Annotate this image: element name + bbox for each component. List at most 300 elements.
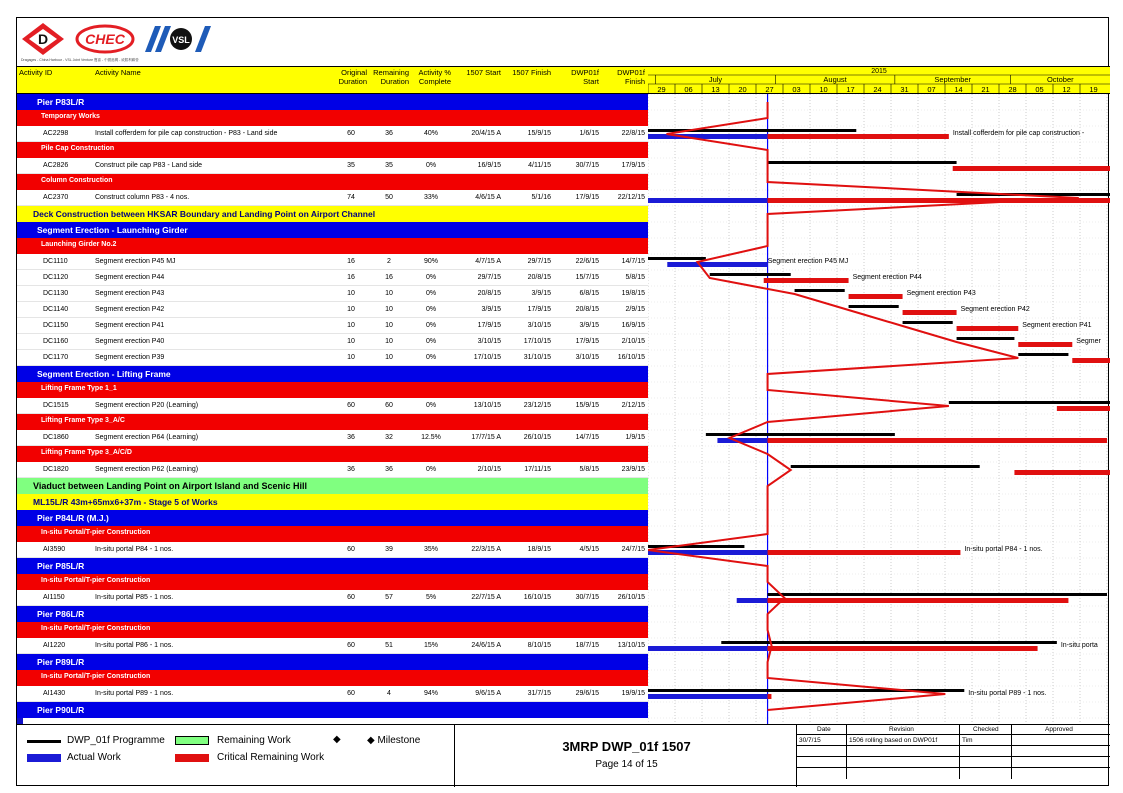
- legend-baseline-label: DWP_01f Programme: [67, 735, 165, 746]
- activity-name: Segment erection P41: [95, 322, 165, 329]
- activity-id: AI1150: [43, 594, 65, 601]
- activity-row[interactable]: [17, 542, 648, 558]
- wbs-band-red[interactable]: [17, 382, 648, 398]
- activity-row[interactable]: [17, 638, 648, 654]
- wbs-label: Pier P90L/R: [37, 705, 85, 715]
- dwp-start-date: 17/9/15: [575, 338, 599, 345]
- rev-entry-revision: 1506 rolling based on DWP01f: [849, 737, 938, 744]
- activity-name: In-situ portal P89 - 1 nos.: [95, 690, 174, 697]
- wbs-label: Pier P84L/R (M.J.): [37, 513, 109, 523]
- timescale-week: 27: [765, 85, 774, 94]
- critical-remaining-bar[interactable]: [903, 310, 957, 315]
- timescale-week: 05: [1035, 85, 1044, 94]
- start-date: 22/3/15 A: [471, 546, 501, 553]
- wbs-label: ML15L/R 43m+65mx6+37m - Stage 5 of Works: [33, 497, 218, 507]
- document-title: 3MRP DWP_01f 1507: [562, 739, 691, 754]
- activity-id: DC1860: [43, 434, 69, 441]
- start-date: 13/10/15: [473, 402, 501, 409]
- activity-percent: 0%: [425, 274, 437, 281]
- start-date: 4/7/15 A: [475, 258, 501, 265]
- finish-date: 3/10/15: [527, 322, 551, 329]
- remaining-duration: 16: [385, 274, 393, 281]
- activity-name: Segment erection P64 (Learning): [95, 434, 199, 441]
- legend-critical-swatch: [175, 754, 209, 762]
- finish-date: 17/10/15: [523, 338, 551, 345]
- baseline-bar[interactable]: [710, 273, 791, 276]
- activity-name: Segment erection P40: [95, 338, 165, 345]
- actual-bar[interactable]: [717, 438, 767, 443]
- activity-name: In-situ portal P86 - 1 nos.: [95, 642, 174, 649]
- activity-row[interactable]: [17, 286, 648, 302]
- finish-date: 3/9/15: [531, 290, 551, 297]
- col-remaining-duration[interactable]: Remaining Duration: [373, 68, 409, 86]
- activity-row[interactable]: [17, 350, 648, 366]
- wbs-band-red[interactable]: [17, 174, 648, 190]
- title-block: [454, 724, 797, 787]
- activity-id: AI1430: [43, 690, 66, 697]
- activity-row[interactable]: [17, 590, 648, 606]
- activity-row[interactable]: [17, 302, 648, 318]
- actual-bar[interactable]: [648, 198, 768, 203]
- original-duration: 74: [347, 194, 355, 201]
- schedule-sheet: [16, 17, 1109, 786]
- baseline-bar[interactable]: [648, 257, 706, 260]
- dwp-finish-date: 14/7/15: [621, 258, 645, 265]
- remaining-duration: 57: [385, 594, 393, 601]
- wbs-label: Pier P86L/R: [37, 609, 85, 619]
- original-duration: 16: [347, 274, 355, 281]
- activity-row[interactable]: [17, 398, 648, 414]
- activity-name: Segment erection P43: [95, 290, 165, 297]
- bar-label: Segment erection P41: [1022, 322, 1092, 329]
- activity-id: AC2298: [43, 130, 69, 137]
- original-duration: 60: [347, 594, 355, 601]
- activity-percent: 0%: [425, 162, 437, 169]
- svg-text:D: D: [37, 31, 49, 47]
- bar-label: Segment erection P42: [960, 306, 1030, 313]
- timescale-week: 12: [1062, 85, 1071, 94]
- activity-id: DC1110: [43, 258, 68, 265]
- bar-label: Segment erection P43: [906, 290, 976, 297]
- activity-name: Segment erection P39: [95, 354, 165, 361]
- activity-percent: 0%: [425, 322, 437, 329]
- wbs-band-red[interactable]: [17, 526, 648, 542]
- dwp-start-date: 4/5/15: [579, 546, 599, 553]
- critical-remaining-bar[interactable]: [768, 134, 949, 139]
- dwp-start-date: 3/9/15: [579, 322, 599, 329]
- bar-label: In-situ portal P89 - 1 nos.: [968, 690, 1047, 697]
- wbs-band-red[interactable]: [17, 574, 648, 590]
- bar-label: In-situ portal P84 - 1 nos.: [964, 546, 1043, 553]
- activity-row[interactable]: [17, 334, 648, 350]
- critical-remaining-bar[interactable]: [957, 326, 1019, 331]
- wbs-band-red[interactable]: [17, 622, 648, 638]
- activity-percent: 12.5%: [421, 434, 441, 441]
- original-duration: 10: [347, 306, 355, 313]
- dwp-finish-date: 1/9/15: [625, 434, 645, 441]
- wbs-band-red[interactable]: [17, 670, 648, 686]
- rev-entry-checked: Tim: [962, 737, 973, 744]
- activity-id: DC1130: [43, 290, 69, 297]
- activity-id: DC1170: [43, 354, 69, 361]
- rev-header-date: Date: [817, 726, 831, 733]
- activity-percent: 5%: [425, 594, 437, 601]
- wbs-band-red[interactable]: [17, 110, 648, 126]
- dwp-start-date: 15/9/15: [575, 402, 599, 409]
- dwp-finish-date: 13/10/15: [617, 642, 645, 649]
- activity-percent: 35%: [423, 546, 438, 553]
- timescale-week: 21: [981, 85, 990, 94]
- activity-row[interactable]: [17, 462, 648, 478]
- activity-table: [17, 94, 648, 724]
- finish-date: 4/11/15: [528, 162, 551, 169]
- col-1507-finish[interactable]: 1507 Finish: [512, 68, 551, 77]
- wbs-label: In-situ Portal/T-pier Construction: [41, 673, 151, 680]
- legend-critical-label: Critical Remaining Work: [217, 752, 325, 763]
- finish-date: 23/12/15: [523, 402, 551, 409]
- col-activity-name[interactable]: Activity Name: [95, 68, 141, 77]
- dwp-start-date: 3/10/15: [575, 354, 599, 361]
- dwp-finish-date: 19/9/15: [621, 690, 645, 697]
- activity-percent: 0%: [425, 338, 437, 345]
- rev-header-checked: Checked: [973, 726, 999, 733]
- remaining-duration: 10: [385, 306, 393, 313]
- col-activity-complete[interactable]: Activity % Complete: [418, 68, 451, 86]
- original-duration: 36: [347, 466, 355, 473]
- col-original-duration[interactable]: Original Duration: [338, 68, 367, 86]
- wbs-band-green[interactable]: [17, 478, 648, 494]
- dwp-start-date: 29/6/15: [575, 690, 599, 697]
- timescale-week: 03: [792, 85, 801, 94]
- timescale-week: 19: [1089, 85, 1098, 94]
- activity-row[interactable]: [17, 254, 648, 270]
- critical-remaining-bar[interactable]: [768, 598, 1069, 603]
- dwp-finish-date: 22/8/15: [621, 130, 645, 137]
- baseline-bar[interactable]: [768, 161, 957, 164]
- timescale-year: 2015: [871, 68, 887, 75]
- remaining-duration: 60: [385, 402, 393, 409]
- original-duration: 60: [347, 546, 355, 553]
- original-duration: 10: [347, 338, 355, 345]
- dwp-start-date: 20/8/15: [575, 306, 599, 313]
- finish-date: 26/10/15: [523, 434, 551, 441]
- critical-remaining-bar[interactable]: [953, 166, 1110, 171]
- wbs-label: Temporary Works: [41, 113, 100, 120]
- finish-date: 5/1/16: [531, 194, 551, 201]
- column-header-row: [17, 66, 1110, 94]
- start-date: 29/7/15: [477, 274, 501, 281]
- timescale-week: 10: [819, 85, 828, 94]
- activity-id: DC1820: [43, 466, 69, 473]
- timescale-week: 24: [873, 85, 882, 94]
- col-dwp-start[interactable]: DWP01f Start: [571, 68, 599, 86]
- critical-remaining-bar[interactable]: [768, 438, 1107, 443]
- dwp-finish-date: 17/9/15: [621, 162, 645, 169]
- finish-date: 15/9/15: [527, 130, 551, 137]
- bar-label: Segment erection P45 MJ: [767, 258, 849, 265]
- activity-id: DC1140: [43, 306, 69, 313]
- wbs-label: Deck Construction between HKSAR Boundary and Landing Point on Airport Channel: [33, 209, 376, 219]
- svg-text:CHEC: CHEC: [85, 31, 125, 47]
- critical-remaining-bar[interactable]: [1018, 342, 1072, 347]
- col-dwp-finish[interactable]: DWP01f Finish: [617, 68, 645, 86]
- timescale-week: 28: [1008, 85, 1017, 94]
- activity-id: AC2370: [43, 194, 69, 201]
- dwp-start-date: 6/8/15: [579, 290, 599, 297]
- critical-remaining-bar[interactable]: [1014, 470, 1110, 475]
- activity-percent: 0%: [425, 306, 437, 313]
- critical-remaining-bar[interactable]: [768, 694, 772, 699]
- remaining-duration: 10: [385, 354, 393, 361]
- remaining-duration: 36: [385, 130, 393, 137]
- remaining-duration: 10: [385, 322, 393, 329]
- legend-remaining-label: Remaining Work: [217, 735, 291, 746]
- start-date: 17/9/15: [477, 322, 501, 329]
- wbs-band-yellow[interactable]: [17, 206, 648, 222]
- activity-id: DC1515: [43, 402, 69, 409]
- gantt-canvas: [648, 94, 1110, 724]
- activity-percent: 90%: [423, 258, 438, 265]
- start-date: 2/10/15: [477, 466, 501, 473]
- logo-caption: Dragages - China Harbour - VSL Joint Venture 寶嘉 - 中國港灣 - 威勝利聯營: [21, 58, 139, 62]
- gantt-chart: [648, 94, 1110, 724]
- remaining-duration: 50: [385, 194, 393, 201]
- wbs-label: Lifting Frame Type 3_A/C: [41, 417, 125, 424]
- original-duration: 16: [347, 258, 355, 265]
- activity-name: Install cofferdem for pile cap construction - P83 - Land side: [95, 130, 278, 137]
- activity-row[interactable]: [17, 126, 648, 142]
- dwp-finish-date: 2/9/15: [625, 306, 645, 313]
- dwp-finish-date: 24/7/15: [621, 546, 645, 553]
- activity-percent: 15%: [423, 642, 438, 649]
- wbs-label: In-situ Portal/T-pier Construction: [41, 529, 151, 536]
- critical-remaining-bar[interactable]: [768, 550, 961, 555]
- critical-remaining-bar[interactable]: [768, 646, 1038, 651]
- actual-bar[interactable]: [648, 694, 768, 699]
- start-date: 20/8/15: [477, 290, 501, 297]
- baseline-bar[interactable]: [849, 305, 899, 308]
- wbs-label: Pier P89L/R: [37, 657, 85, 667]
- actual-bar[interactable]: [667, 262, 767, 267]
- wbs-label: Viaduct between Landing Point on Airport Island and Scenic Hill: [33, 481, 308, 491]
- finish-date: 20/8/15: [527, 274, 551, 281]
- start-date: 4/6/15 A: [475, 194, 501, 201]
- svg-text:VSL: VSL: [172, 35, 190, 45]
- start-date: 16/9/15: [477, 162, 501, 169]
- baseline-bar[interactable]: [795, 289, 845, 292]
- finish-date: 18/9/15: [527, 546, 551, 553]
- activity-name: Construct pile cap P83 - Land side: [95, 162, 203, 169]
- activity-row[interactable]: [17, 190, 648, 206]
- legend-actual-swatch: [27, 754, 61, 762]
- timescale-week: 13: [711, 85, 720, 94]
- timescale-month: August: [823, 75, 847, 84]
- remaining-duration: 4: [387, 690, 391, 697]
- wbs-band-red[interactable]: [17, 238, 648, 254]
- original-duration: 60: [347, 690, 355, 697]
- activity-id: AI1220: [43, 642, 66, 649]
- wbs-label: Pile Cap Construction: [41, 145, 115, 152]
- critical-remaining-bar[interactable]: [1072, 358, 1110, 363]
- activity-row[interactable]: [17, 270, 648, 286]
- start-date: 17/10/15: [473, 354, 501, 361]
- start-date: 3/9/15: [481, 306, 501, 313]
- wbs-band-red[interactable]: [17, 446, 648, 462]
- bar-label: In-situ porta: [1060, 642, 1098, 649]
- finish-date: 8/10/15: [527, 642, 551, 649]
- dwp-start-date: 1/6/15: [579, 130, 599, 137]
- wbs-label: In-situ Portal/T-pier Construction: [41, 625, 151, 632]
- wbs-label: Segment Erection - Launching Girder: [37, 225, 188, 235]
- original-duration: 10: [347, 290, 355, 297]
- wbs-band-blue[interactable]: [17, 558, 648, 574]
- col-activity-id[interactable]: Activity ID: [19, 68, 53, 77]
- wbs-band-blue[interactable]: [17, 702, 648, 718]
- wbs-band-blue[interactable]: [17, 222, 648, 238]
- original-duration: 60: [347, 130, 355, 137]
- activity-percent: 33%: [423, 194, 438, 201]
- wbs-label: Pier P83L/R: [37, 97, 85, 107]
- timescale-month: October: [1046, 75, 1074, 84]
- wbs-label: In-situ Portal/T-pier Construction: [41, 577, 151, 584]
- critical-remaining-bar[interactable]: [764, 278, 849, 283]
- activity-row[interactable]: [17, 318, 648, 334]
- timescale-week: 07: [927, 85, 936, 94]
- baseline-bar[interactable]: [903, 321, 953, 324]
- wbs-band-blue[interactable]: [17, 510, 648, 526]
- actual-bar[interactable]: [648, 134, 768, 139]
- chec-logo: [75, 22, 135, 56]
- start-date: 17/7/15 A: [471, 434, 501, 441]
- start-date: 20/4/15 A: [471, 130, 501, 137]
- activity-percent: 0%: [425, 290, 437, 297]
- original-duration: 10: [347, 354, 355, 361]
- critical-remaining-bar[interactable]: [1057, 406, 1110, 411]
- legend-baseline-swatch: [27, 740, 61, 743]
- rev-entry-date: 30/7/15: [799, 737, 821, 744]
- dwp-start-date: 17/9/15: [575, 194, 599, 201]
- remaining-duration: 35: [385, 162, 393, 169]
- dwp-finish-date: 16/9/15: [621, 322, 645, 329]
- actual-bar[interactable]: [737, 598, 768, 603]
- timescale-month: July: [708, 75, 723, 84]
- dwp-finish-date: 23/9/15: [621, 466, 645, 473]
- baseline-bar[interactable]: [957, 337, 1015, 340]
- activity-row[interactable]: [17, 686, 648, 702]
- activity-name: Segment erection P62 (Learning): [95, 466, 199, 473]
- timescale-week: 14: [954, 85, 963, 94]
- wbs-band-blue[interactable]: [17, 606, 648, 622]
- bar-label: Segment erection P44: [852, 274, 922, 281]
- wbs-band-blue[interactable]: [17, 94, 648, 110]
- start-date: 22/7/15 A: [471, 594, 501, 601]
- finish-date: 16/10/15: [523, 594, 551, 601]
- baseline-bar[interactable]: [1018, 353, 1068, 356]
- wbs-band-red[interactable]: [17, 142, 648, 158]
- page-number: Page 14 of 15: [595, 759, 658, 770]
- bar-label: Segmer: [1076, 338, 1101, 345]
- finish-date: 29/7/15: [527, 258, 551, 265]
- activity-name: Segment erection P42: [95, 306, 165, 313]
- wbs-label: Lifting Frame Type 3_A/C/D: [41, 449, 132, 456]
- activity-percent: 0%: [425, 354, 437, 361]
- timescale-week: 29: [657, 85, 666, 94]
- wbs-band-yellow[interactable]: [17, 494, 648, 510]
- col-1507-start[interactable]: 1507 Start: [466, 68, 501, 77]
- dwp-finish-date: 5/8/15: [625, 274, 645, 281]
- timescale-month: September: [934, 75, 972, 84]
- remaining-duration: 36: [385, 466, 393, 473]
- legend-milestone-label: ◆ Milestone: [367, 735, 421, 746]
- legend-remaining-swatch: [175, 736, 209, 745]
- remaining-duration: 39: [385, 546, 393, 553]
- wbs-band-red[interactable]: [17, 414, 648, 430]
- activity-id: DC1150: [43, 322, 69, 329]
- milestone-icon: ◆: [333, 734, 341, 745]
- logo-strip: [17, 18, 237, 66]
- remaining-duration: 51: [385, 642, 393, 649]
- wbs-label: Lifting Frame Type 1_1: [41, 385, 117, 392]
- dwp-finish-date: 19/8/15: [621, 290, 645, 297]
- baseline-bar[interactable]: [791, 465, 980, 468]
- dwp-start-date: 5/8/15: [579, 466, 599, 473]
- dragages-logo: [21, 22, 65, 56]
- original-duration: 36: [347, 434, 355, 441]
- original-duration: 35: [347, 162, 355, 169]
- activity-name: Construct column P83 - 4 nos.: [95, 194, 190, 201]
- wbs-band-blue[interactable]: [17, 654, 648, 670]
- revision-block: [797, 724, 1110, 787]
- activity-name: In-situ portal P84 - 1 nos.: [95, 546, 174, 553]
- activity-id: DC1120: [43, 274, 69, 281]
- wbs-band-blue[interactable]: [17, 366, 648, 382]
- actual-bar[interactable]: [648, 646, 768, 651]
- timescale-week: 20: [738, 85, 747, 94]
- wbs-label: Column Construction: [41, 177, 113, 184]
- timescale-week: 31: [900, 85, 909, 94]
- activity-row[interactable]: [17, 158, 648, 174]
- dwp-start-date: 15/7/15: [575, 274, 599, 281]
- finish-date: 31/7/15: [527, 690, 551, 697]
- activity-id: AC2826: [43, 162, 69, 169]
- timescale-header: [648, 67, 1110, 94]
- rev-header-approved: Approved: [1045, 726, 1073, 733]
- bar-label: Install cofferdem for pile cap construction -: [952, 130, 1085, 137]
- activity-id: DC1160: [43, 338, 69, 345]
- dwp-finish-date: 2/10/15: [621, 338, 645, 345]
- activity-percent: 0%: [425, 466, 437, 473]
- timescale-week: 06: [684, 85, 693, 94]
- wbs-label: Segment Erection - Lifting Frame: [37, 369, 171, 379]
- finish-date: 17/11/15: [524, 466, 551, 473]
- remaining-duration: 10: [385, 338, 393, 345]
- dwp-finish-date: 16/10/15: [617, 354, 645, 361]
- baseline-bar[interactable]: [949, 401, 1110, 404]
- activity-name: In-situ portal P85 - 1 nos.: [95, 594, 174, 601]
- dwp-start-date: 14/7/15: [575, 434, 599, 441]
- remaining-duration: 2: [387, 258, 391, 265]
- vsl-logo: [143, 22, 215, 56]
- critical-remaining-bar[interactable]: [849, 294, 903, 299]
- activity-name: Segment erection P45 MJ: [95, 258, 176, 265]
- start-date: 24/6/15 A: [471, 642, 501, 649]
- timescale-week: 17: [846, 85, 855, 94]
- activity-name: Segment erection P20 (Learning): [95, 402, 199, 409]
- remaining-duration: 10: [385, 290, 393, 297]
- activity-row[interactable]: [17, 430, 648, 446]
- finish-date: 31/10/15: [523, 354, 551, 361]
- baseline-bar[interactable]: [768, 593, 1107, 596]
